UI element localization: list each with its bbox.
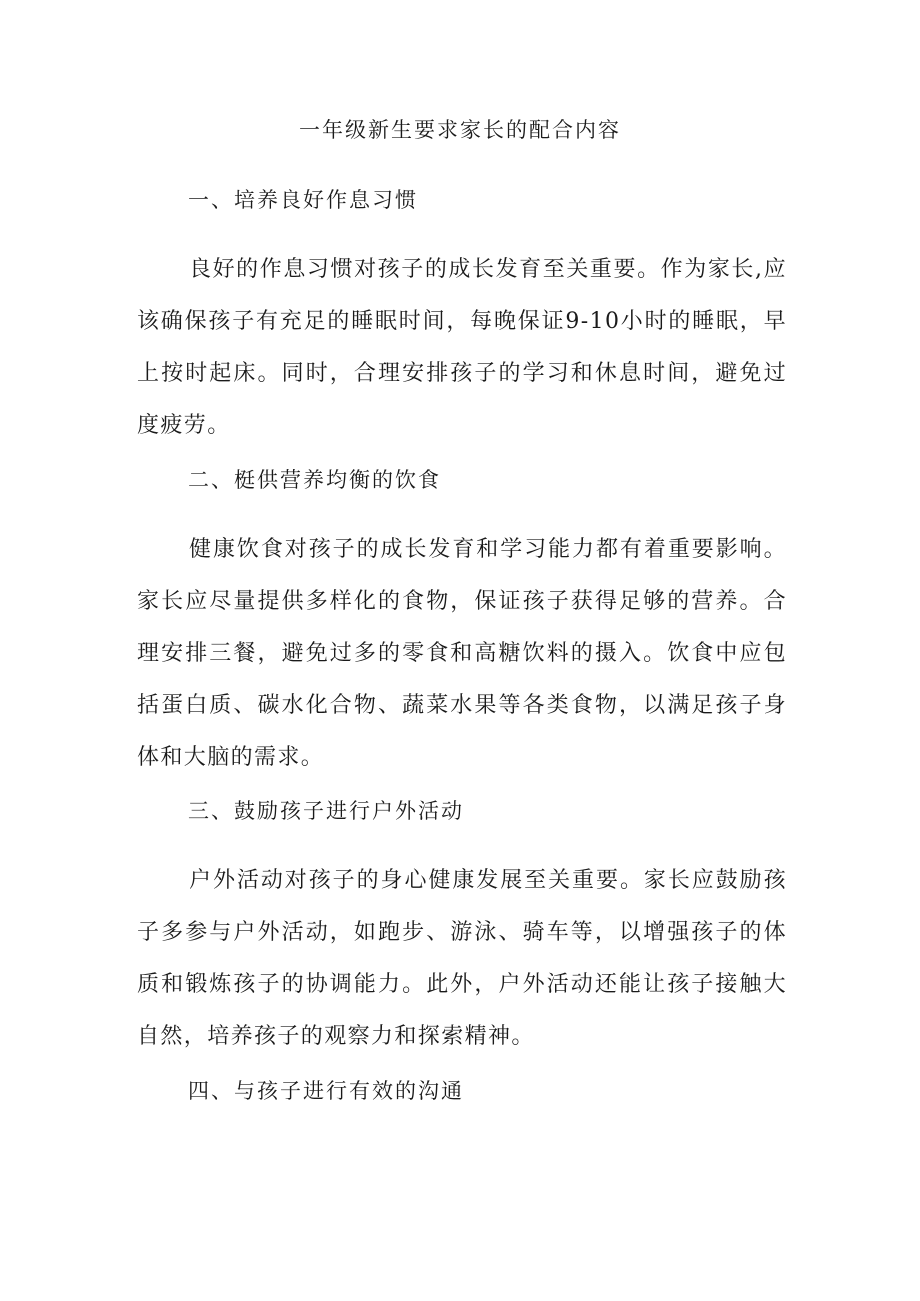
section-heading-3: 三、鼓励孩子进行户外活动 [188,799,464,823]
section-paragraph-1: 良好的作息习惯对孩子的成长发育至关重要。作为家长,应该确保孩子有充足的睡眠时间，每晚保证9-10小时的睡眠，早上按时起床。同时，合理安排孩子的学习和休息时间，避免过度疲劳。 [137,257,787,438]
section-paragraph-2: 健康饮食对孩子的成长发育和学习能力都有着重要影响。家长应尽量提供多样化的食物，保证孩子获得足够的营养。合理安排三餐，避免过多的零食和高糖饮料的摄入。饮食中应包括蛋白质、碳水化合物、蔬菜水果等各类食物，以满足孩子身体和大脑的需求。 [137,537,787,770]
section-heading-2: 二、梃供营养均衡的饮食 [188,468,441,492]
section-paragraph-3: 户外活动对孩子的身心健康发展至关重要。家长应鼓励孩子多参与户外活动，如跑步、游泳、骑车等，以增强孩子的体质和锻炼孩子的协调能力。此外，户外活动还能让孩子接触大自然，培养孩子的观察力和探索精神。 [137,868,787,1049]
document-title: 一年级新生要求家长的配合内容 [299,118,621,142]
section-heading-1: 一、培养良好作息习惯 [188,188,418,212]
section-heading-4: 四、与孩子进行有效的沟通 [188,1079,464,1103]
